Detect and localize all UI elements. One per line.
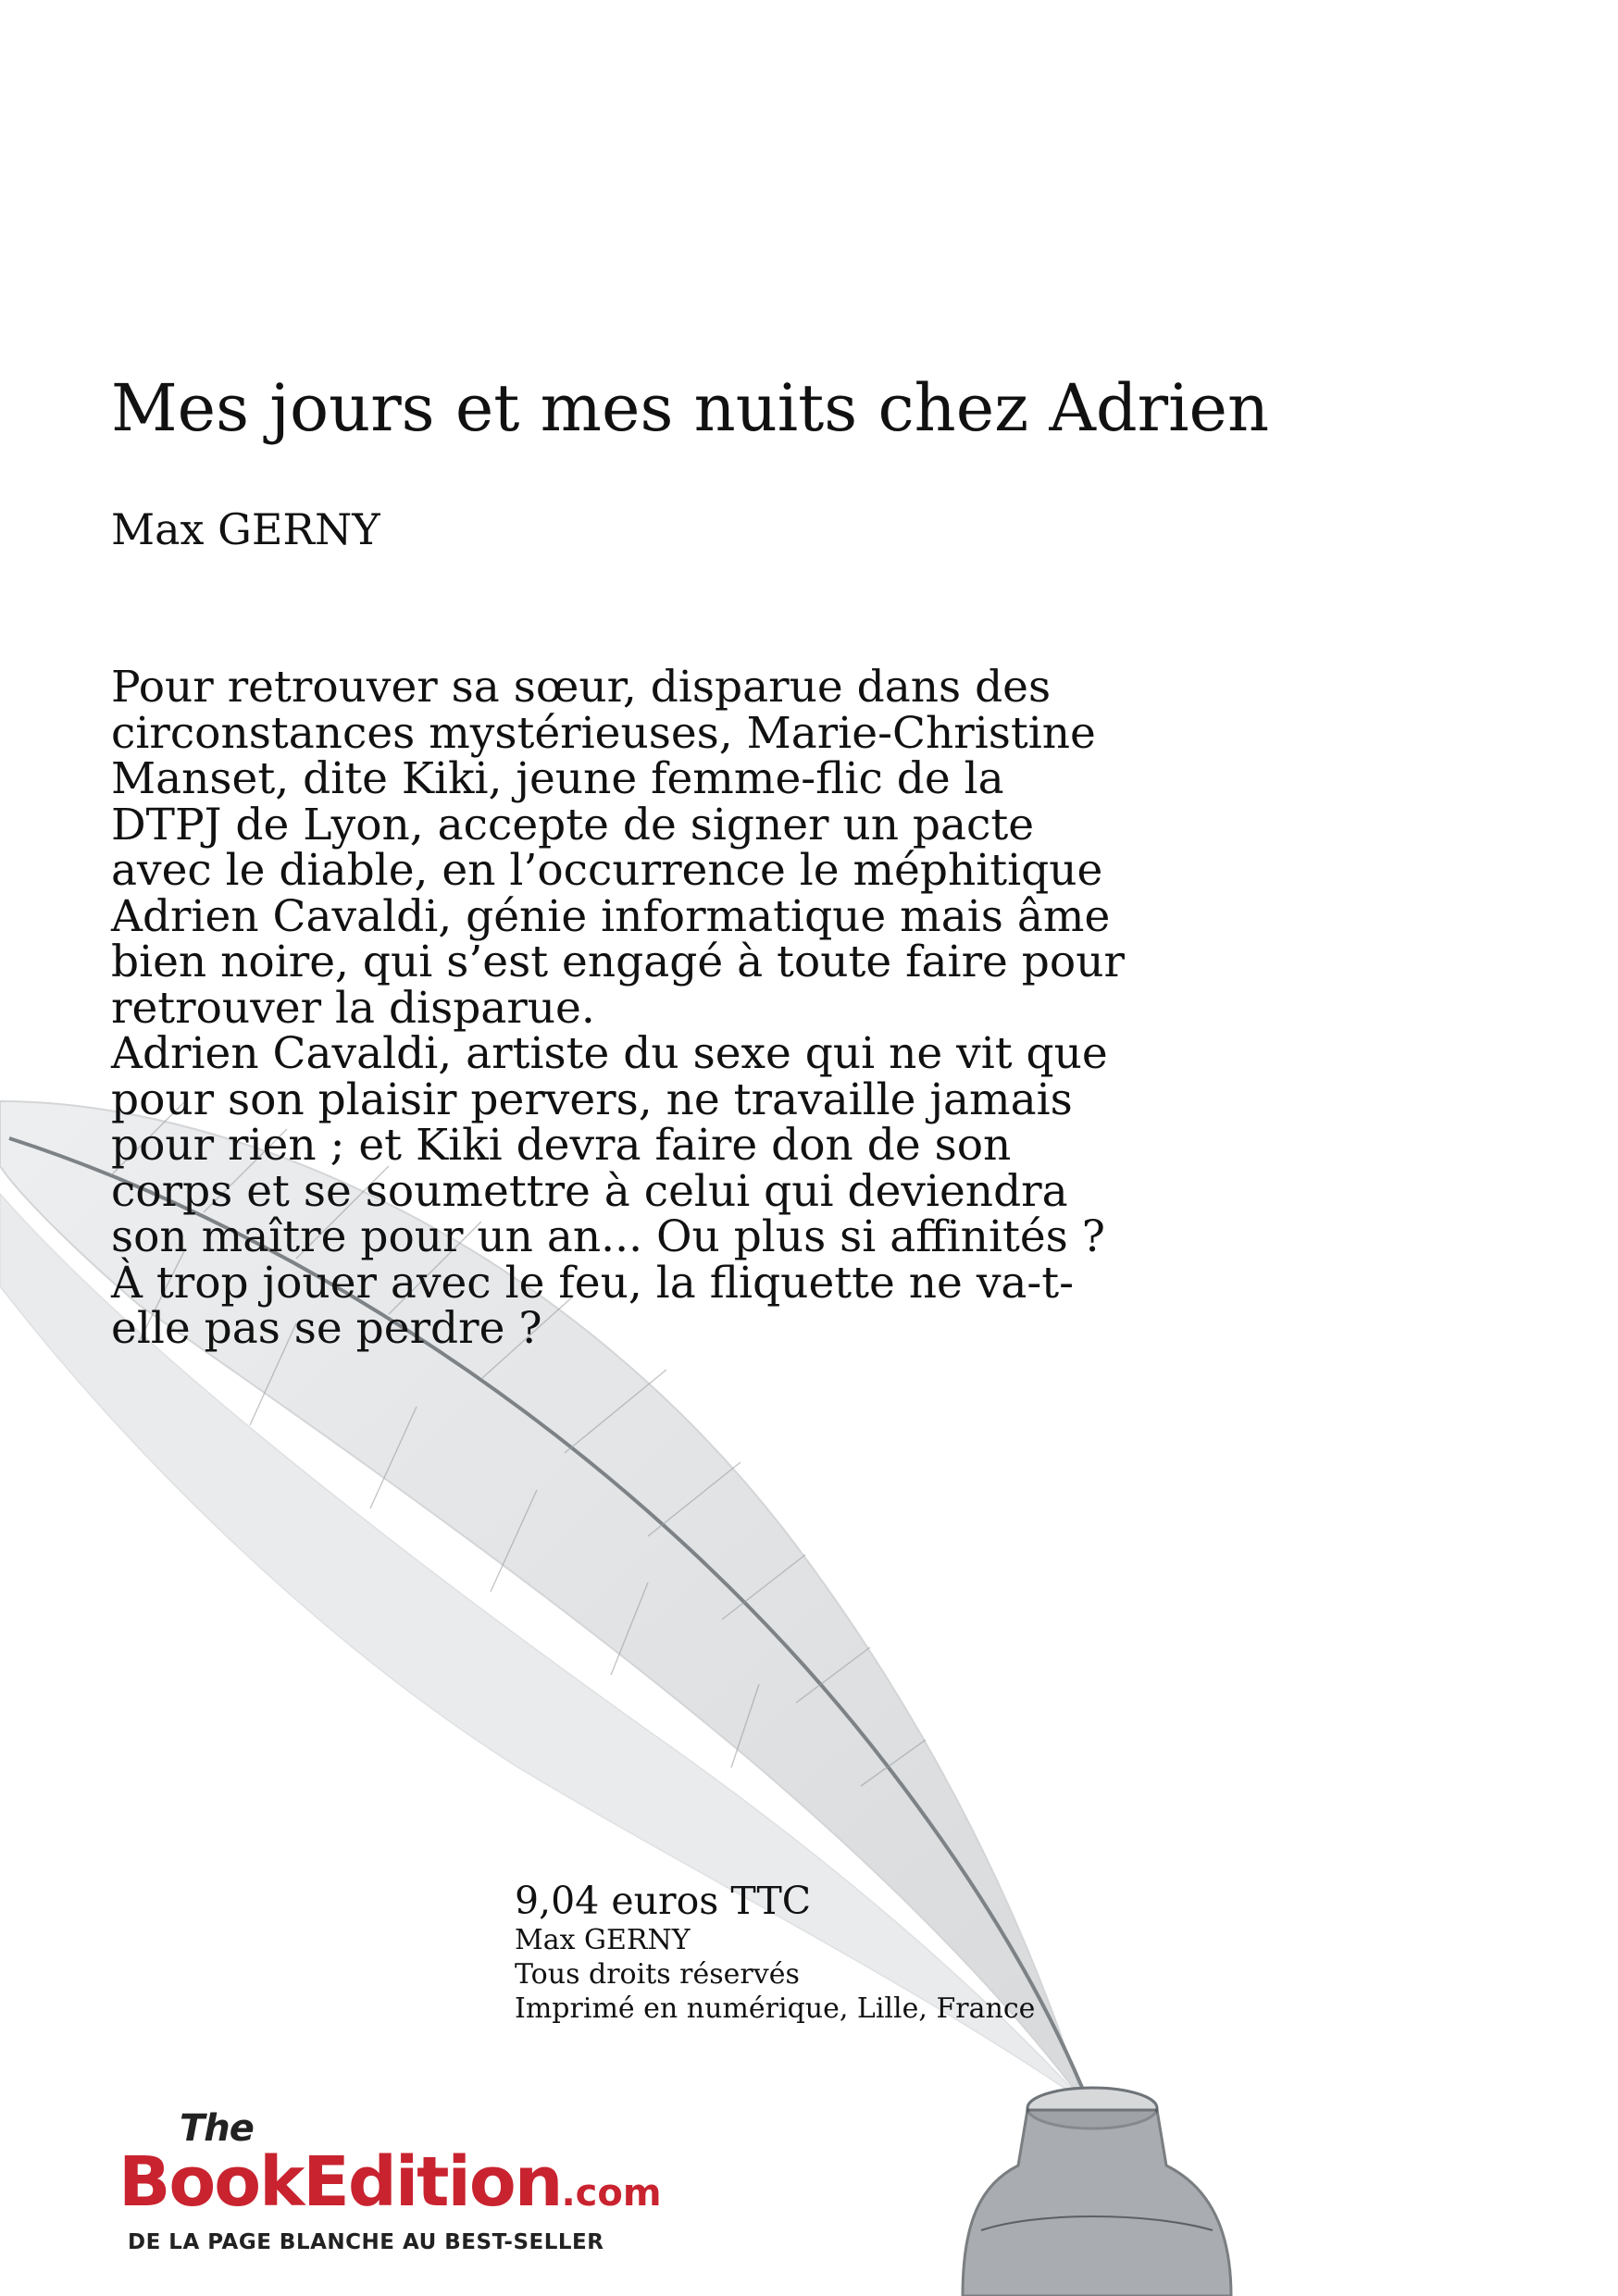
- book-author: Max GERNY: [111, 504, 380, 554]
- blurb-line: avec le diable, en l’occurrence le méphitique: [111, 845, 1103, 896]
- rights-notice: Tous droits réservés: [515, 1958, 800, 1991]
- blurb-line: DTPJ de Lyon, accepte de signer un pacte: [111, 799, 1035, 850]
- blurb-line: son maître pour un an... Ou plus si affinités ?: [111, 1211, 1105, 1262]
- blurb-line: corps et se soumettre à celui qui deviendra: [111, 1165, 1068, 1217]
- inkwell-icon: [963, 2088, 1231, 2296]
- blurb-line: elle pas se perdre ?: [111, 1303, 542, 1354]
- blurb-line: Pour retrouver sa sœur, disparue dans des: [111, 662, 1052, 713]
- book-title: Mes jours et mes nuits chez Adrien: [111, 370, 1270, 446]
- price-label: 9,04 euros TTC: [515, 1879, 812, 1923]
- colophon-author: Max GERNY: [515, 1924, 691, 1956]
- blurb-line: Adrien Cavaldi, génie informatique mais âme: [111, 890, 1111, 942]
- blurb-line: retrouver la disparue.: [111, 982, 595, 1034]
- blurb-line: pour son plaisir pervers, ne travaille jamais: [111, 1074, 1073, 1125]
- blurb-line: pour rien ; et Kiki devra faire don de son: [111, 1120, 1012, 1171]
- blurb-line: bien noire, qui s’est engagé à toute faire pour: [111, 937, 1125, 987]
- back-cover-blurb: [111, 664, 1268, 1352]
- blurb-line: À trop jouer avec le feu, la fliquette ne va-t-: [111, 1257, 1075, 1309]
- blurb-line: Manset, dite Kiki, jeune femme-flic de la: [111, 753, 1004, 804]
- print-notice: Imprimé en numérique, Lille, France: [515, 1992, 1036, 2025]
- logo-the: The: [180, 2107, 254, 2150]
- logo-brand: BookEdition: [118, 2142, 562, 2222]
- logo-domain: .com: [561, 2172, 662, 2215]
- colophon: [515, 1879, 1035, 2026]
- blurb-line: circonstances mystérieuses, Marie-Christine: [111, 707, 1096, 759]
- logo-tagline: DE LA PAGE BLANCHE AU BEST-SELLER: [128, 2230, 604, 2254]
- blurb-line: Adrien Cavaldi, artiste du sexe qui ne vit que: [111, 1028, 1108, 1079]
